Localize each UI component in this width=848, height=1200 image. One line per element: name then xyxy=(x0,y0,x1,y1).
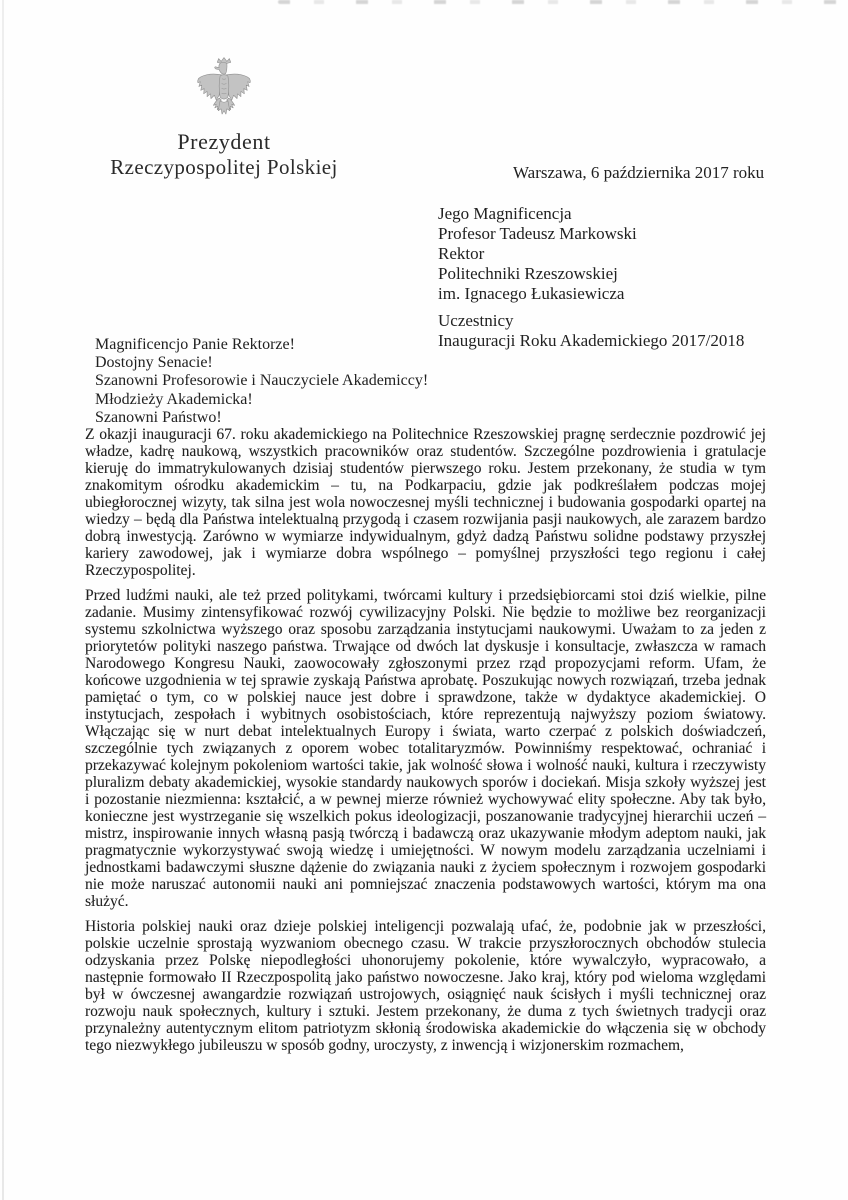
addressee-line-participants: Uczestnicy xyxy=(438,311,514,330)
salutation-block xyxy=(95,336,428,427)
salutation-line-rector: Magnificencjo Panie Rektorze! xyxy=(95,336,295,353)
addressee-line-event: Inauguracji Roku Akademickiego 2017/2018 xyxy=(438,331,745,350)
salutation-line-professors: Szanowni Profesorowie i Nauczyciele Akademiccy! xyxy=(95,372,429,390)
letterhead xyxy=(96,56,352,180)
addressee-line-institution: Politechniki Rzeszowskiej xyxy=(438,264,618,283)
addressee-block xyxy=(438,204,744,351)
body-paragraph-2: Przed ludźmi nauki, ale też przed politykami, twórcami kultury i przedsiębiorcami stoi dziś wielkie, pilne zadanie. Musimy zintensyfikować rozwój cywilizacyjny Polski. Nie będzie to możliwe bez reorganizacji systemu szkolnictwa wyższego oraz sposobu zarządzania instytucjami naukowymi. Uważam to za jeden z priorytetów polityki naszego państwa. Trwające od dwóch lat dyskusje i konsultacje, zwłaszcza w ramach Narodowego Kongresu Nauki, zaowocowały zgłoszonymi przez rząd propozycjami reform. Ufam, że końcowe uzgodnienia w tej sprawie zyskają Państwa aprobatę. Poszukując nowych rozwiązań, trzeba jednak pamiętać o tym, co w polskiej nauce jest dobre i sprawdzone, także w dydaktyce akademickiej. O instytucjach, zespołach i wybitnych osobistościach, które reprezentują najwyższy poziom światowy. Włączając się w nurt debat intelektualnych Europy i świata, warto czerpać z polskich doświadczeń, szczególnie tych związanych z oporem wobec totalitaryzmów. Powinniśmy respektować, ochraniać i przekazywać kolejnym pokoleniom wartości takie, jak wolność słowa i wolność nauki, kultura i rzeczywisty pluralizm debaty akademickiej, wysokie standardy naukowych sporów i dociekań. Misja szkoły wyższej jest i pozostanie niezmienna: kształcić, a w pewnej mierze również wychowywać elity społeczne. Aby tak było, konieczne jest wystrzeganie się wszelkich pokus ideologizacji, poszanowanie tradycyjnej hierarchii uczeń – mistrz, inspirowanie innych własną pasją twórczą i badawczą oraz ukazywanie młodym adeptom nauki, jak pragmatycznie wykorzystywać swoją wiedzę i umiejętności. W nowym modelu zarządzania uczelniami i jednostkami badawczymi słuszne dążenie do związania nauki z życiem społecznym i rozwojem gospodarki nie może naruszać autonomii nauki ani pomniejszać znaczenia podstawowych wartości, którym ma ona służyć. xyxy=(85,587,766,910)
body-paragraph-3: Historia polskiej nauki oraz dzieje polskiej inteligencji pozwalają ufać, że, podobnie jak w przeszłości, polskie uczelnie sprostają wyzwaniom obecnego czasu. W trakcie przyszłorocznych obchodów stulecia odzyskania przez Polskę niepodległości uhonorujemy pokolenie, które wywalczyło, wypracowało, a następnie formowało II Rzeczpospolitą jako państwo nowoczesne. Jako kraj, który pod wieloma względami był w ówczesnej awangardzie rozwiązań ustrojowych, osiągnięć nauk ścisłych i myśli technicznej oraz rozwoju nauk społecznych, kultury i sztuki. Jestem przekonany, że duma z tych świetnych tradycji oraz przynależny autentycznym elitom patriotyzm skłonią środowiska akademickie do włączenia się w obchody tego niezwykłego jubileuszu w sposób godny, uroczysty, z inwencją i wizjonerskim rozmachem, xyxy=(85,918,766,1054)
polish-eagle-emblem xyxy=(195,56,253,120)
addressee-line-patron: im. Ignacego Łukasiewicza xyxy=(438,284,625,303)
addressee-line-position: Rektor xyxy=(438,244,485,263)
addressee-line-name: Profesor Tadeusz Markowski xyxy=(438,224,637,243)
addressee-line-honorific: Jego Magnificencja xyxy=(438,204,572,223)
body-paragraph-1: Z okazji inauguracji 67. roku akademickiego na Politechnice Rzeszowskiej pragnę serdecznie pozdrowić jej władze, kadrę naukową, wszystkich pracowników oraz studentów. Szczególne pozdrowienia i gratulacje kieruję do immatrykulowanych dzisiaj studentów pierwszego roku. Jestem przekonany, że studia w tym znakomitym ośrodku akademickim – tu, na Podkarpaciu, gdzie jak podkreślałem podczas mojej ubiegłorocznej wizyty, tak silna jest wola nowoczesnej myśli technicznej i budowania gospodarki opartej na wiedzy – będą dla Państwa intelektualną przygodą i czasem rozwijania pasji naukowych, ale zarazem bardzo dobrą inwestycją. Zarówno w wymiarze indywidualnym, gdyż dadzą Państwu solidne podstawy przyszłej kariery zawodowej, jak i wymiarze dobra wspólnego – pomyślnej przyszłości tego regionu i całej Rzeczypospolitej. xyxy=(85,426,766,579)
salutation-line-guests: Szanowni Państwo! xyxy=(95,408,222,426)
addressee-secondary-block xyxy=(438,311,744,351)
letterhead-title-line1: Prezydent xyxy=(177,129,271,154)
salutation-line-senate: Dostojny Senacie! xyxy=(95,354,213,372)
scan-left-edge-artifact xyxy=(2,0,4,1200)
scan-top-smudge-artifact xyxy=(278,0,844,4)
dateline: Warszawa, 6 października 2017 roku xyxy=(513,163,765,182)
salutation-line-students: Młodzieży Akademicka! xyxy=(95,390,253,408)
letter-body xyxy=(85,426,766,1054)
letterhead-title-line2: Rzeczypospolitej Polskiej xyxy=(110,155,338,179)
